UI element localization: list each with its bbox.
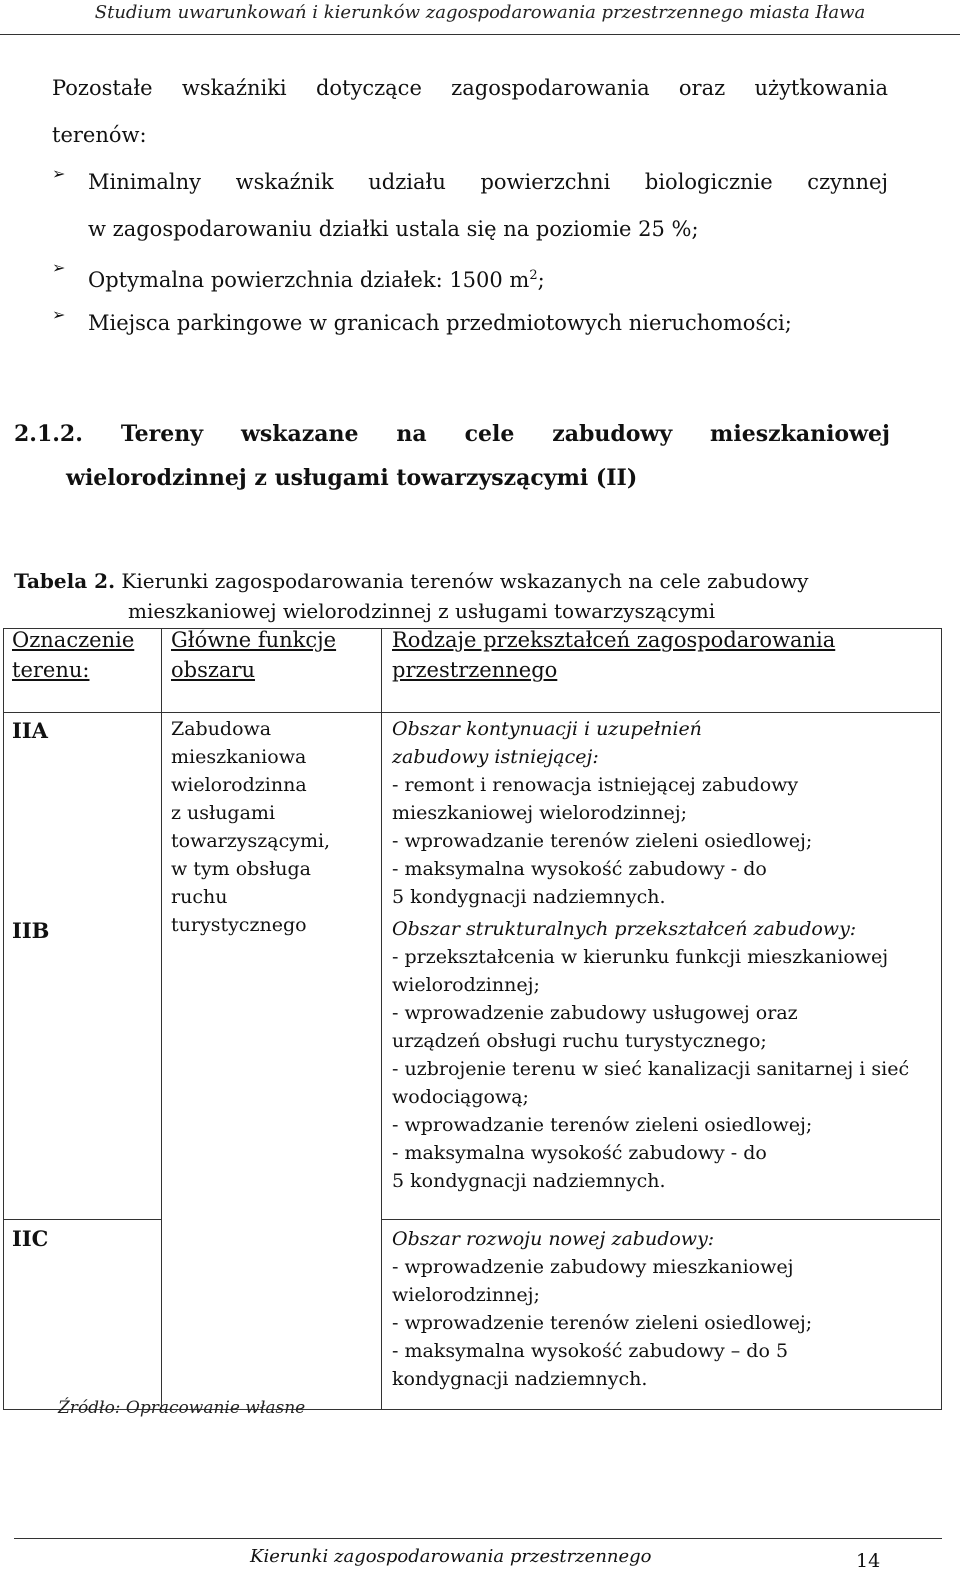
- page-number: 14: [856, 1550, 881, 1572]
- description-line: - uzbrojenie terenu w sieć kanalizacji sanitarnej i sieć: [392, 1058, 910, 1080]
- bullet-item: [52, 305, 888, 352]
- bullet-text-main: Optymalna powierzchnia działek: 1500 m: [88, 268, 530, 292]
- function-line: w tym obsługa: [171, 858, 311, 880]
- header-text: Rodzaje przekształceń zagospodarowania: [392, 628, 836, 652]
- main-functions-cell: [171, 715, 330, 939]
- area-description: [392, 915, 909, 1195]
- intro-block: [52, 70, 888, 352]
- description-line: - maksymalna wysokość zabudowy - do: [392, 858, 767, 880]
- caption-line: [14, 566, 894, 596]
- area-description: [392, 715, 812, 911]
- description-line: 5 kondygnacji nadziemnych.: [392, 886, 666, 908]
- bullet-text-end: ;: [537, 268, 545, 292]
- section-heading-line: wielorodzinnej z usługami towarzyszącymi (II): [66, 465, 638, 491]
- superscript: 2: [529, 268, 538, 283]
- description-line: 5 kondygnacji nadziemnych.: [392, 1170, 666, 1192]
- description-line: kondygnacji nadziemnych.: [392, 1368, 648, 1390]
- description-line: - maksymalna wysokość zabudowy - do: [392, 1142, 767, 1164]
- bullet-text: Miejsca parkingowe w granicach przedmiotowych nieruchomości;: [88, 311, 792, 335]
- description-line: - remont i renowacja istniejącej zabudowy: [392, 774, 799, 796]
- table-source: Źródło: Opracowanie własne: [58, 1398, 306, 1418]
- header-text: obszaru: [171, 658, 256, 682]
- area-title: Obszar rozwoju nowej zabudowy:: [392, 1228, 715, 1250]
- section-heading: [14, 414, 890, 498]
- footer-divider: [14, 1538, 942, 1539]
- header-text: terenu:: [12, 658, 90, 682]
- row-divider: [4, 1219, 161, 1220]
- page-header: [0, 0, 960, 35]
- directions-table: [3, 628, 942, 1410]
- row-divider: [381, 1219, 940, 1220]
- header-cell: [392, 625, 835, 685]
- bullet-text: w zagospodarowaniu działki ustala się na poziomie 25 %;: [88, 217, 699, 241]
- table-caption: [14, 566, 894, 626]
- description-line: urządzeń obsługi ruchu turystycznego;: [392, 1030, 767, 1052]
- column-divider: [161, 629, 162, 1409]
- header-cell: [12, 625, 134, 685]
- area-id: IIA: [12, 718, 48, 743]
- function-line: wielorodzinna: [171, 774, 307, 796]
- bullet-text: [88, 258, 888, 305]
- area-title: Obszar strukturalnych przekształceń zabudowy:: [392, 918, 857, 940]
- header-cell: [171, 625, 336, 685]
- function-line: mieszkaniowa: [171, 746, 307, 768]
- function-line: z usługami: [171, 802, 276, 824]
- description-line: wielorodzinnej;: [392, 974, 540, 996]
- bullet-item: [52, 164, 888, 258]
- bullet-item: [52, 258, 888, 305]
- bullet-text: Minimalny wskaźnik udziału powierzchni biologicznie czynnej: [88, 170, 888, 194]
- description-line: - wprowadzanie terenów zieleni osiedlowej;: [392, 1114, 813, 1136]
- caption-label: Tabela 2.: [14, 569, 116, 593]
- description-line: - wprowadzanie terenów zieleni osiedlowej;: [392, 830, 813, 852]
- area-id: IIC: [12, 1226, 49, 1251]
- header-divider: [4, 712, 940, 713]
- header-text: Główne funkcje: [171, 628, 337, 652]
- column-divider: [381, 629, 382, 1409]
- function-line: turystycznego: [171, 914, 307, 936]
- function-line: ruchu: [171, 886, 228, 908]
- header-text: przestrzennego: [392, 658, 558, 682]
- description-line: - maksymalna wysokość zabudowy – do 5: [392, 1340, 789, 1362]
- arrow-bullet-icon: ➢: [52, 258, 66, 277]
- description-line: mieszkaniowej wielorodzinnej;: [392, 802, 688, 824]
- footer-chapter-title: Kierunki zagospodarowania przestrzennego: [250, 1546, 652, 1567]
- description-line: - przekształcenia w kierunku funkcji mieszkaniowej: [392, 946, 889, 968]
- section-heading-line: 2.1.2. Tereny wskazane na cele zabudowy mieszkaniowej: [14, 421, 890, 447]
- area-description: [392, 1225, 812, 1393]
- arrow-bullet-icon: ➢: [52, 164, 66, 183]
- intro-line: Pozostałe wskaźniki dotyczące zagospodarowania oraz użytkowania: [52, 76, 888, 100]
- description-line: wielorodzinnej;: [392, 1284, 540, 1306]
- area-id: IIB: [12, 918, 50, 943]
- area-title: zabudowy istniejącej:: [392, 746, 599, 768]
- function-line: towarzyszącymi,: [171, 830, 331, 852]
- description-line: - wprowadzenie zabudowy mieszkaniowej: [392, 1256, 794, 1278]
- intro-line: terenów:: [52, 123, 147, 147]
- caption-text: Kierunki zagospodarowania terenów wskazanych na cele zabudowy: [115, 569, 809, 593]
- description-line: wodociągową;: [392, 1086, 529, 1108]
- arrow-bullet-icon: ➢: [52, 305, 66, 324]
- description-line: - wprowadzenie zabudowy usługowej oraz: [392, 1002, 798, 1024]
- description-line: - wprowadzenie terenów zieleni osiedlowej;: [392, 1312, 813, 1334]
- function-line: Zabudowa: [171, 718, 272, 740]
- caption-line: mieszkaniowej wielorodzinnej z usługami towarzyszącymi: [128, 599, 716, 623]
- header-text: Oznaczenie: [12, 628, 135, 652]
- area-title: Obszar kontynuacji i uzupełnień: [392, 718, 702, 740]
- document-title: Studium uwarunkowań i kierunków zagospodarowania przestrzennego miasta Iława: [94, 2, 866, 23]
